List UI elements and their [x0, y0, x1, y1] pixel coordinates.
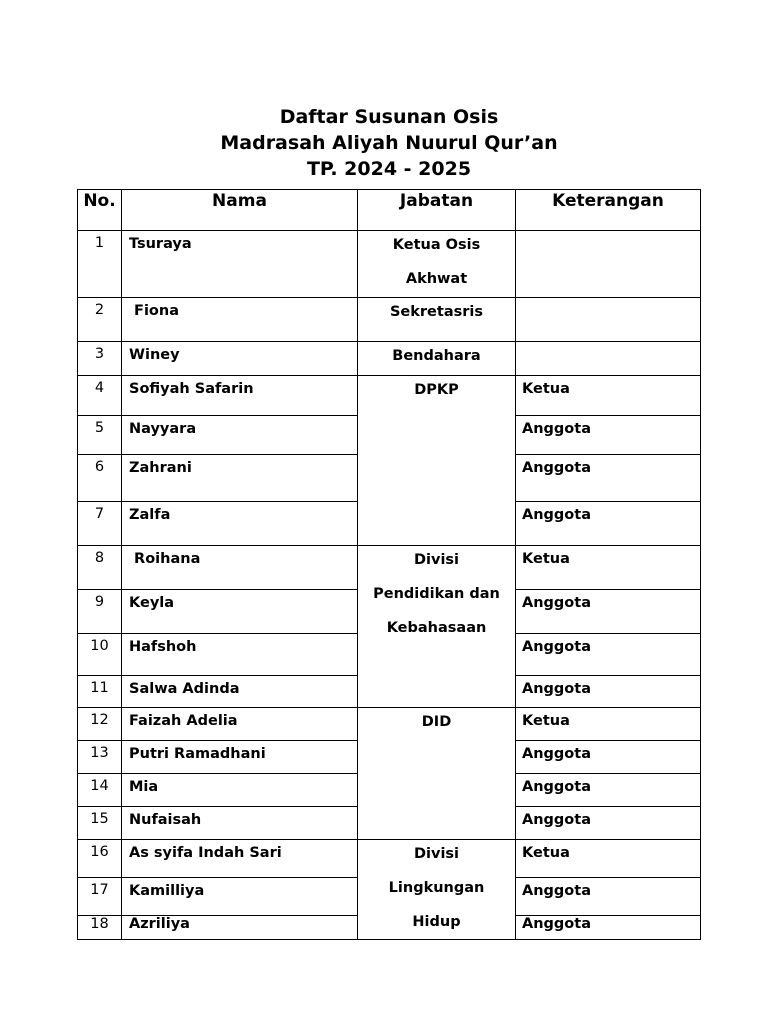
row-nama: Faizah Adelia: [122, 708, 358, 741]
row-no: 18: [78, 915, 122, 939]
row-no: 2: [78, 298, 122, 342]
table-row: [78, 298, 701, 342]
title-line-1: Daftar Susunan Osis: [279, 106, 499, 128]
row-no: 13: [78, 741, 122, 774]
row-keterangan: [516, 298, 701, 342]
row-jabatan: Ketua Osis Akhwat: [358, 231, 516, 298]
row-keterangan: Anggota: [516, 455, 701, 502]
row-no: 5: [78, 416, 122, 455]
row-keterangan: Ketua: [516, 376, 701, 416]
row-keterangan: [516, 231, 701, 298]
row-keterangan: Anggota: [516, 877, 701, 915]
title-line-3: TP. 2024 - 2025: [306, 158, 472, 180]
table-row: [78, 546, 701, 590]
row-no: 9: [78, 590, 122, 634]
row-no: 7: [78, 502, 122, 546]
row-nama: Kamilliya: [122, 877, 358, 915]
row-keterangan: Anggota: [516, 676, 701, 708]
row-no: 17: [78, 877, 122, 915]
row-jabatan: DID: [358, 708, 516, 840]
header-jabatan: Jabatan: [358, 190, 516, 231]
row-no: 15: [78, 807, 122, 840]
row-no: 3: [78, 342, 122, 376]
row-keterangan: Ketua: [516, 546, 701, 590]
row-no: 4: [78, 376, 122, 416]
title-line-2: Madrasah Aliyah Nuurul Qur’an: [220, 132, 558, 154]
row-no: 6: [78, 455, 122, 502]
row-nama: Azriliya: [122, 915, 358, 939]
row-nama: Salwa Adinda: [122, 676, 358, 708]
row-jabatan: Sekretasris: [358, 298, 516, 342]
row-keterangan: Anggota: [516, 774, 701, 807]
header-nama: Nama: [122, 190, 358, 231]
row-nama: Winey: [122, 342, 358, 376]
row-nama: Zalfa: [122, 502, 358, 546]
row-nama: Tsuraya: [122, 231, 358, 298]
table-row: [78, 708, 701, 741]
row-keterangan: Anggota: [516, 502, 701, 546]
document-title: [0, 104, 768, 182]
row-keterangan: Anggota: [516, 634, 701, 676]
row-no: 16: [78, 840, 122, 878]
row-nama: Putri Ramadhani: [122, 741, 358, 774]
row-keterangan: Ketua: [516, 840, 701, 878]
member-table: [77, 189, 701, 940]
row-nama: As syifa Indah Sari: [122, 840, 358, 878]
table-row: [78, 231, 701, 298]
table-row: [78, 840, 701, 878]
table-row: [78, 342, 701, 376]
row-nama: Hafshoh: [122, 634, 358, 676]
table-header-row: [78, 190, 701, 231]
row-nama: Keyla: [122, 590, 358, 634]
row-nama: Zahrani: [122, 455, 358, 502]
row-nama: Mia: [122, 774, 358, 807]
row-keterangan: Anggota: [516, 915, 701, 939]
row-jabatan: Bendahara: [358, 342, 516, 376]
row-keterangan: Anggota: [516, 416, 701, 455]
row-no: 10: [78, 634, 122, 676]
row-no: 11: [78, 676, 122, 708]
row-jabatan: Divisi Pendidikan dan Kebahasaan: [358, 546, 516, 708]
header-no: No.: [78, 190, 122, 231]
row-keterangan: Anggota: [516, 807, 701, 840]
header-keterangan: Keterangan: [516, 190, 701, 231]
row-nama: Nufaisah: [122, 807, 358, 840]
row-keterangan: [516, 342, 701, 376]
row-nama: Sofiyah Safarin: [122, 376, 358, 416]
row-nama: Nayyara: [122, 416, 358, 455]
row-no: 14: [78, 774, 122, 807]
row-nama: Roihana: [122, 546, 358, 590]
row-jabatan: Divisi Lingkungan Hidup: [358, 840, 516, 940]
row-no: 1: [78, 231, 122, 298]
row-keterangan: Anggota: [516, 590, 701, 634]
row-no: 8: [78, 546, 122, 590]
row-keterangan: Anggota: [516, 741, 701, 774]
table-row: [78, 376, 701, 416]
row-jabatan: DPKP: [358, 376, 516, 546]
row-keterangan: Ketua: [516, 708, 701, 741]
row-nama: Fiona: [122, 298, 358, 342]
row-no: 12: [78, 708, 122, 741]
